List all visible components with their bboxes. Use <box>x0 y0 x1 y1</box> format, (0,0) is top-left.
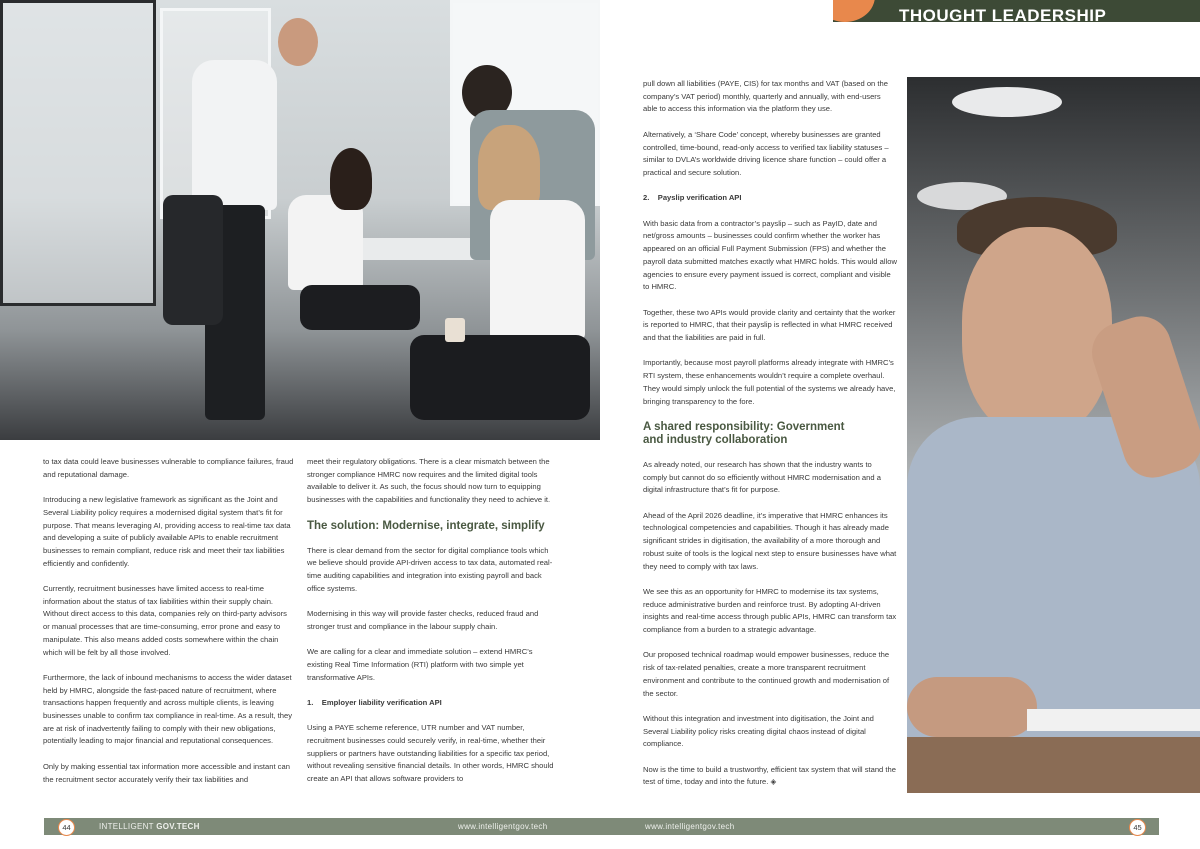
section-heading: The solution: Modernise, integrate, simplify <box>307 519 545 532</box>
text-column-1 <box>43 456 295 799</box>
paragraph: Together, these two APIs would provide clarity and certainty that the worker is reported to HMRC, that their payslip is reflected in what HMRC received and that the liabilities are paid in full. <box>643 307 896 342</box>
page-number-left: 44 <box>58 819 75 836</box>
blonde-woman-hair <box>478 125 540 210</box>
paragraph: Using a PAYE scheme reference, UTR number and VAT number, recruitment businesses could securely verify, in real-time, whether their suppliers or partners have outstanding liabilities for a specific tax period, without revealing sensitive financial details. In other words, HMRC should create an API that allows software providers to <box>307 723 554 784</box>
paragraph: Only by making essential tax information more accessible and instant can the recruitment sector accurately verify their tax liabilities and <box>43 761 290 784</box>
paragraph: Ahead of the April 2026 deadline, it’s imperative that HMRC enhances its technological competencies and capabilities. Though it has already made significant strides in digitisation, the availability of a more thorough and robust suite of tools is the logical next step to ensure businesses have what they need to comply with tax laws. <box>643 510 897 571</box>
ceiling-lamp <box>952 87 1062 117</box>
man-face <box>962 227 1112 437</box>
paragraph: Alternatively, a ‘Share Code’ concept, whereby businesses are granted controlled, time-bound, read-only access to verified tax liability statuses – similar to DVLA’s worldwide driving licence share function – could offer a practical and secure solution. <box>643 129 889 177</box>
office-chair <box>163 195 223 325</box>
paragraph: meet their regulatory obligations. There is a clear mismatch between the stronger compliance HMRC now requires and the limited digital tools available to deliver it. As such, the focus should now turn to equipping businesses with the capabilities and functionality they need to achieve it. <box>307 457 551 505</box>
heading-line: A shared responsibility: Government <box>643 420 845 433</box>
standing-man-head <box>278 18 318 66</box>
page-number-right: 45 <box>1129 819 1146 836</box>
website-url-right[interactable]: www.intelligentgov.tech <box>645 822 735 831</box>
paragraph: Introducing a new legislative framework as significant as the Joint and Several Liability policy requires a modernised digital system that’s fit for purpose. That means leveraging AI, providing access to real-time tax data and developing a suite of publicly available APIs to enable recruitment businesses to remain compliant, reduce risk and meet their tax liabilities efficiently and confidently. <box>43 495 291 568</box>
banner-title: THOUGHT LEADERSHIP <box>899 6 1107 22</box>
paragraph: As already noted, our research has shown that the industry wants to comply but cannot do so efficiently without HMRC modernisation and a digital infrastructure that’s fit for purpose. <box>643 459 881 495</box>
man-writing-hand <box>907 677 1037 737</box>
paragraph: Currently, recruitment businesses have limited access to real-time information about the status of tax liabilities within their supply chain. Without direct access to this data, companies rely on third-party advisors or manual processes that are time-consuming, error prone and easy to manipulate. This also means added costs somewhere within the chain which will be felt by all those involved. <box>43 584 287 657</box>
paragraph: Modernising in this way will provide faster checks, reduced fraud and stronger trust and compliance in the labour supply chain. <box>307 609 539 631</box>
office-meeting-photo <box>0 0 600 440</box>
glass-partition <box>0 0 156 306</box>
section-banner <box>833 0 1200 22</box>
section-heading <box>643 421 897 447</box>
desk <box>907 737 1200 793</box>
paragraph: Furthermore, the lack of inbound mechanisms to access the wider dataset held by HMRC, alongside the fast-paced nature of recruitment, where transactions happen frequently and across multiple clients, is leaving businesses unable to confirm tax compliance in real-time. As a result, they are at risk of inadvertently failing to comply with their new obligations, potentially leading to major financial and reputational consequences. <box>43 672 293 746</box>
paragraph: There is clear demand from the sector for digital compliance tools which we believe should provide API-driven access to tax data, automated real-time auditing capabilities and integration into existing payroll and back office systems. <box>307 545 553 593</box>
website-url-left[interactable]: www.intelligentgov.tech <box>458 822 548 831</box>
blonde-woman-trousers <box>410 335 590 420</box>
seated-woman-trousers <box>300 285 420 330</box>
subheading: 1. Employer liability verification API <box>307 697 442 707</box>
text-column-2 <box>307 456 559 798</box>
page-footer <box>44 818 1159 835</box>
heading-line: and industry collaboration <box>643 433 788 446</box>
publication-brand <box>99 822 200 831</box>
paragraph: Our proposed technical roadmap would empower businesses, reduce the risk of tax-related penalties, create a more transparent recruitment environment and contribute to the continued growth and modernisation of the sector. <box>643 650 890 698</box>
coffee-cup <box>445 318 465 342</box>
brand-light: INTELLIGENT <box>99 822 157 831</box>
text-column-3 <box>643 78 897 802</box>
paragraph: We see this as an opportunity for HMRC to modernise its tax systems, reduce administrative burden and reinforce trust. By adopting AI-driven insights and real-time access through public APIs, HMRC can transform tax compliance from a burden to a strategic advantage. <box>643 586 897 634</box>
seated-woman-hair <box>330 148 372 210</box>
puzzled-man-photo <box>907 77 1200 793</box>
blonde-woman-top <box>490 200 585 340</box>
paragraph: Importantly, because most payroll platforms already integrate with HMRC’s RTI system, these enhancements wouldn’t require a complete overhaul. They would simply unlock the full potential of the systems we already have, bringing transparency to the fore. <box>643 358 896 406</box>
paragraph: Now is the time to build a trustworthy, efficient tax system that will stand the test of time, today and into the future. ◈ <box>643 764 896 787</box>
paragraph: Without this integration and investment into digitisation, the Joint and Several Liability policy risks creating digital chaos instead of digital compliance. <box>643 713 874 749</box>
subheading: 2. Payslip verification API <box>643 193 742 203</box>
paragraph: to tax data could leave businesses vulnerable to compliance failures, fraud and reputational damage. <box>43 457 294 479</box>
brand-bold: GOV.TECH <box>156 822 200 831</box>
paragraph: pull down all liabilities (PAYE, CIS) for tax months and VAT (based on the company’s VAT period) monthly, quarterly and annually, with end-users able to access this information via the platform they use. <box>643 79 888 114</box>
paragraph: We are calling for a clear and immediate solution – extend HMRC’s existing Real Time Information (RTI) platform with two simple yet transformative APIs. <box>307 647 533 682</box>
notebook <box>1027 709 1200 731</box>
paragraph: With basic data from a contractor’s payslip – such as PayID, date and net/gross amounts – businesses could confirm whether the worker has appeared on an official Full Payment Submission (FPS) and whether the payroll data submitted matches exactly what HMRC holds. This would allow agencies to ensure every payment issued is correct, compliant and visible to HMRC. <box>643 218 897 292</box>
banner-accent-shape <box>833 0 875 22</box>
standing-man-shirt <box>192 60 277 210</box>
